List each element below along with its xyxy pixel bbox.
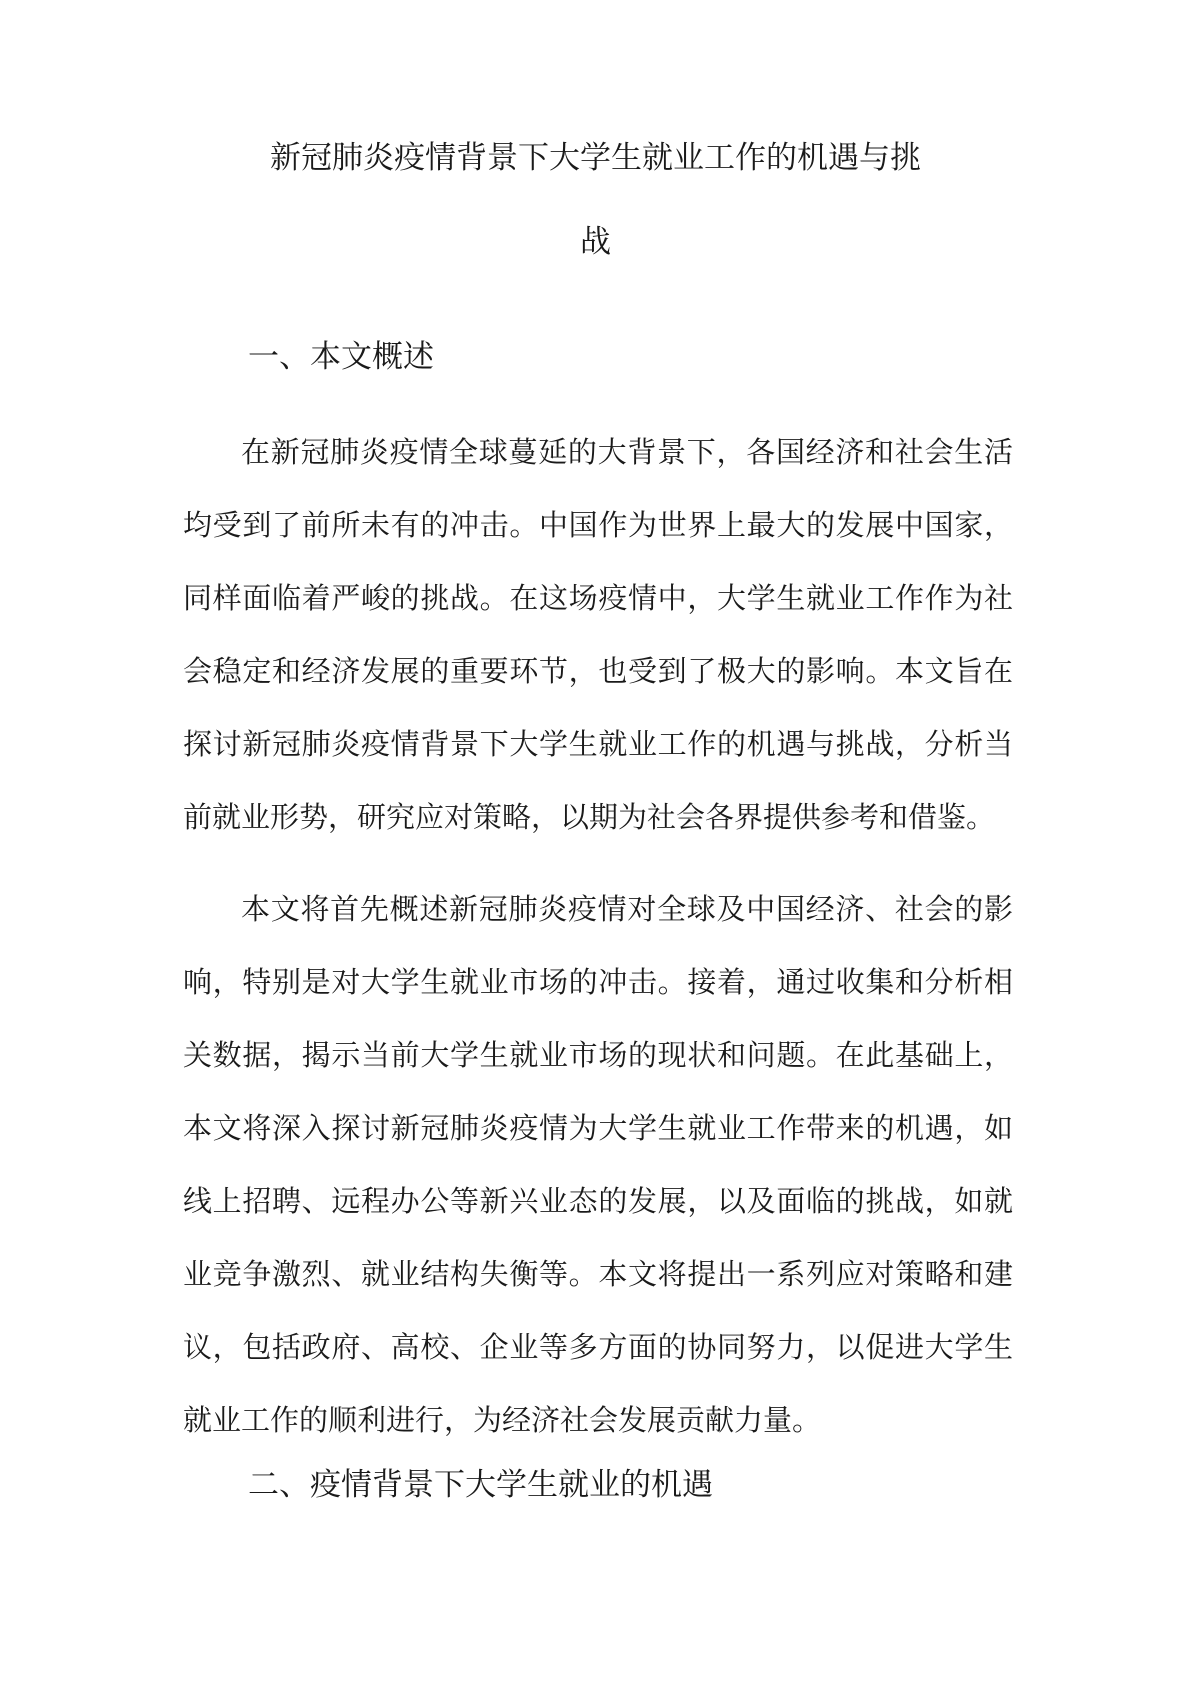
section-heading-opportunities: 二、疫情背景下大学生就业的机遇	[248, 1467, 713, 1503]
paragraph-overview-2: 本文将首先概述新冠肺炎疫情对全球及中国经济、社会的影响，特别是对大学生就业市场的冲击。接着，通过收集和分析相关数据，揭示当前大学生就业市场的现状和问题。在此基础上，本文将深入探讨新冠肺炎疫情为大学生就业工作带来的机遇，如线上招聘、远程办公等新兴业态的发展，以及面临的挑战，如就业竞争激烈、就业结构失衡等。本文将提出一系列应对策略和建议，包括政府、高校、企业等多方面的协同努力，以促进大学生就业工作的顺利进行，为经济社会发展贡献力量。	[183, 892, 1013, 1437]
document-title-line-1: 新冠肺炎疫情背景下大学生就业工作的机遇与挑	[270, 140, 921, 176]
section-heading-overview: 一、本文概述	[248, 339, 434, 375]
document-title-line-2: 战	[580, 224, 611, 260]
paragraph-overview-1: 在新冠肺炎疫情全球蔓延的大背景下，各国经济和社会生活均受到了前所未有的冲击。中国作为世界上最大的发展中国家，同样面临着严峻的挑战。在这场疫情中，大学生就业工作作为社会稳定和经济发展的重要环节，也受到了极大的影响。本文旨在探讨新冠肺炎疫情背景下大学生就业工作的机遇与挑战，分析当前就业形势，研究应对策略，以期为社会各界提供参考和借鉴。	[183, 435, 1013, 834]
